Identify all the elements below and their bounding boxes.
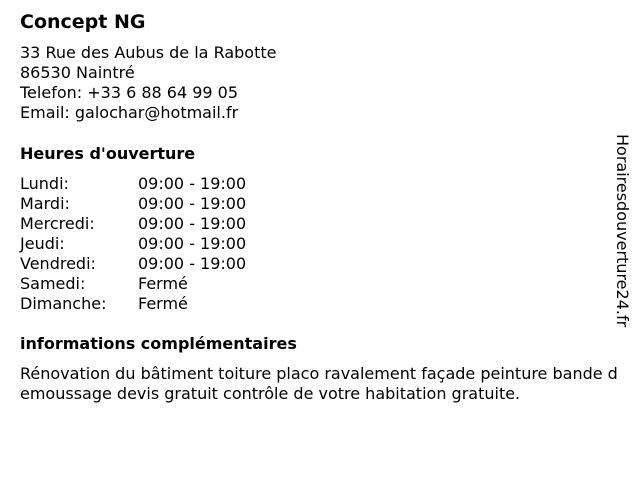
hours-row-monday (20, 174, 246, 194)
opening-hours-heading: Heures d'ouverture (20, 144, 196, 163)
opening-hours-table (20, 174, 246, 314)
hours-row-thursday (20, 234, 246, 254)
site-watermark: Horairesdouverture24.fr (613, 134, 632, 328)
time-value: 09:00 - 19:00 (138, 254, 247, 273)
hours-row-wednesday (20, 214, 246, 234)
day-label: Mercredi: (20, 214, 95, 233)
day-label: Mardi: (20, 194, 70, 213)
additional-info-heading: informations complémentaires (20, 334, 297, 353)
address-line-street: 33 Rue des Aubus de la Rabotte (20, 43, 277, 62)
time-value: Fermé (138, 294, 188, 313)
business-name: Concept NG (20, 11, 146, 33)
address-line-city: 86530 Naintré (20, 63, 135, 82)
hours-row-sunday (20, 294, 246, 314)
hours-row-friday (20, 254, 246, 274)
hours-row-tuesday (20, 194, 246, 214)
day-label: Samedi: (20, 274, 86, 293)
email-address: Email: galochar@hotmail.fr (20, 103, 239, 122)
hours-row-saturday (20, 274, 246, 294)
time-value: 09:00 - 19:00 (138, 234, 247, 253)
time-value: 09:00 - 19:00 (138, 214, 247, 233)
time-value: 09:00 - 19:00 (138, 174, 247, 193)
day-label: Vendredi: (20, 254, 96, 273)
time-value: 09:00 - 19:00 (138, 194, 247, 213)
contact-block (20, 43, 276, 123)
day-label: Dimanche: (20, 294, 107, 313)
day-label: Jeudi: (20, 234, 65, 253)
day-label: Lundi: (20, 174, 69, 193)
time-value: Fermé (138, 274, 188, 293)
phone-number: Telefon: +33 6 88 64 99 05 (20, 83, 239, 102)
additional-info-text: Rénovation du bâtiment toiture placo ravalement façade peinture bande demoussage devis gratuit contrôle de votre habitation gratuite. (20, 364, 618, 403)
